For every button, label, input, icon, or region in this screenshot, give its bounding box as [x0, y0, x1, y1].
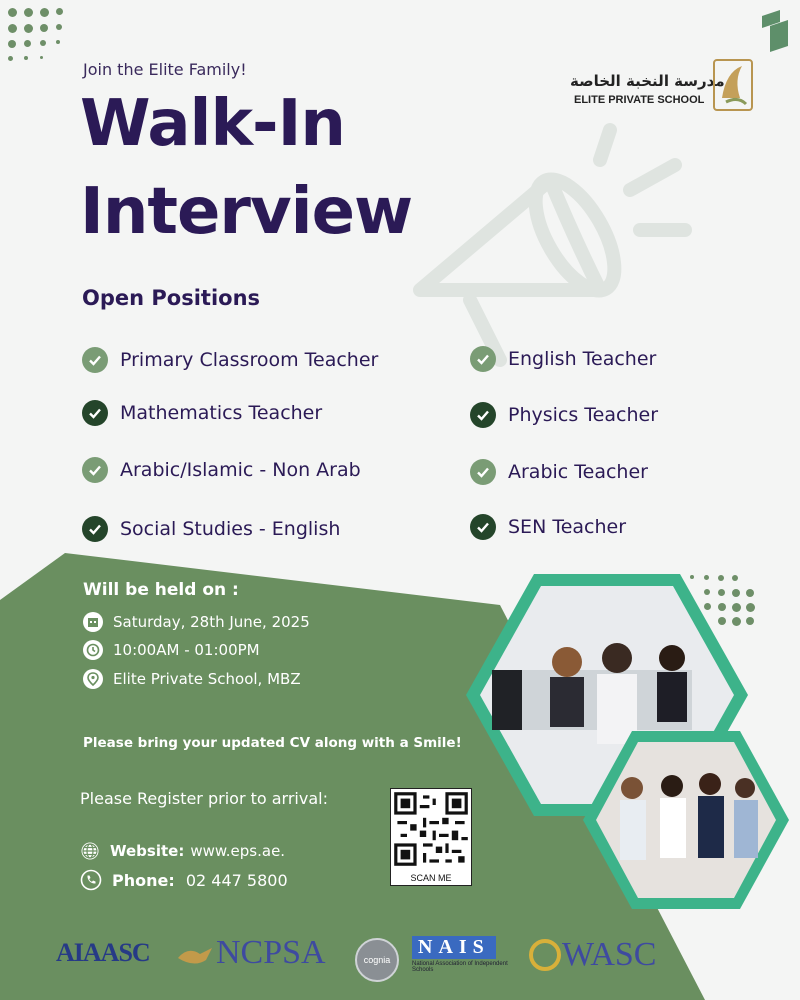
headline-walk-in: Walk-In	[80, 87, 345, 161]
event-date-row	[83, 612, 310, 632]
event-time-row	[83, 640, 260, 660]
aiaasc-logo: AIAASC	[56, 938, 150, 967]
tagline: Join the Elite Family!	[83, 60, 247, 79]
wasc-logo: WASC	[528, 936, 656, 974]
wasc-emblem-icon	[528, 938, 562, 972]
position-label: Arabic/Islamic - Non Arab	[120, 459, 361, 481]
globe-icon	[80, 841, 100, 861]
register-note: Please Register prior to arrival:	[80, 789, 328, 808]
positions-title: Open Positions	[82, 286, 261, 310]
phone-number[interactable]: 02 447 5800	[185, 870, 288, 890]
nais-logo: NAIS National Association of Independent Schools	[412, 936, 508, 973]
school-name-arabic: مدرسة النخبة الخاصة	[570, 72, 725, 90]
qr-label: SCAN ME	[410, 873, 452, 883]
calendar-icon	[83, 612, 103, 632]
phone-icon	[80, 869, 102, 891]
lamp-icon	[176, 938, 216, 968]
website-label: Website:	[110, 842, 185, 860]
phone-row	[80, 869, 288, 891]
website-row	[80, 841, 285, 861]
qr-code[interactable]	[390, 788, 472, 886]
interview-photo-bottom	[580, 728, 792, 912]
position-label: Mathematics Teacher	[120, 402, 323, 424]
headline-interview: Interview	[80, 175, 413, 249]
position-label: Arabic Teacher	[508, 461, 648, 483]
position-label: English Teacher	[508, 348, 657, 370]
clock-icon	[83, 640, 103, 660]
position-label: SEN Teacher	[508, 516, 627, 538]
website-link[interactable]: www.eps.ae.	[190, 842, 286, 860]
location-pin-icon	[83, 669, 103, 689]
cv-note: Please bring your updated CV along with a Smile!	[83, 735, 462, 751]
event-location-row	[83, 669, 301, 689]
event-time: 10:00AM - 01:00PM	[113, 641, 260, 659]
phone-label: Phone:	[112, 870, 175, 890]
school-name-english: ELITE PRIVATE SCHOOL	[574, 94, 705, 106]
event-date: Saturday, 28th June, 2025	[113, 613, 310, 631]
event-location: Elite Private School, MBZ	[113, 670, 301, 688]
position-label: Physics Teacher	[508, 404, 659, 426]
position-label: Social Studies - English	[120, 518, 341, 540]
ncpsa-logo: NCPSA	[176, 934, 326, 972]
position-label: Primary Classroom Teacher	[120, 349, 379, 371]
event-title: Will be held on :	[83, 580, 239, 600]
cognia-logo: cognia	[355, 938, 399, 982]
